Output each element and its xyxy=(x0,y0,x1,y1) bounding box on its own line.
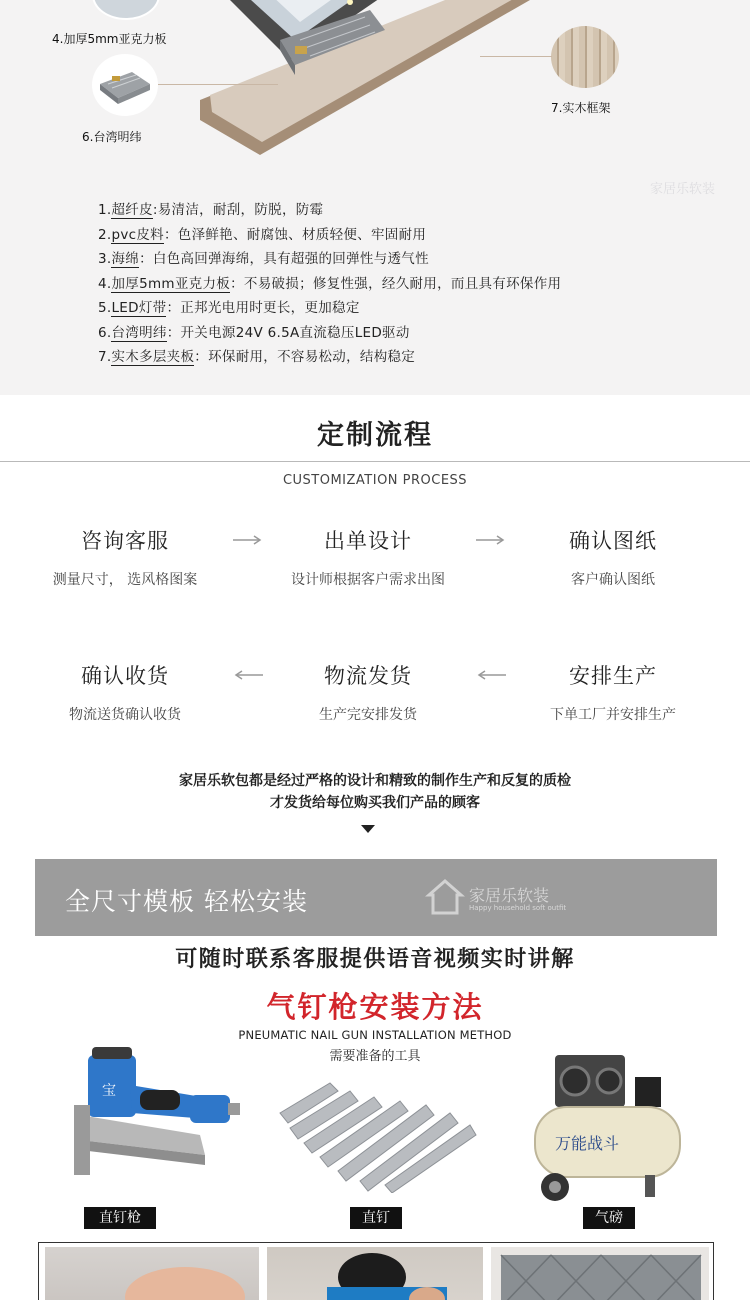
tool-label-nail-gun: 直钉枪 xyxy=(84,1207,156,1229)
step-title: 安排生产 xyxy=(569,664,657,688)
photo-hand-on-wall xyxy=(45,1247,259,1300)
title-divider xyxy=(0,461,750,462)
material-feature-list xyxy=(98,198,561,370)
brand-logo-subtext: Happy household soft outfit xyxy=(469,904,567,912)
step-consult xyxy=(15,525,235,589)
step-desc: 生产完安排发货 xyxy=(319,707,417,723)
process-section xyxy=(0,395,750,855)
frame-leader-line xyxy=(480,56,552,57)
feature-item: 7.实木多层夹板：环保耐用，不容易松动，结构稳定 xyxy=(98,349,416,365)
power-driver-thumbnail xyxy=(92,54,158,116)
step-arrange-production xyxy=(503,660,723,724)
step-confirm-drawing xyxy=(503,525,723,589)
feature-keyword: LED灯带 xyxy=(111,300,167,316)
step-desc: 下单工厂并安排生产 xyxy=(550,707,676,723)
feature-keyword: 台湾明纬 xyxy=(111,324,167,341)
install-banner xyxy=(35,859,717,936)
process-title: 定制流程 xyxy=(317,420,433,451)
feature-item: 4.加厚5mm亚克力板：不易破损；修复性强，经久耐用，而且具有环保作用 xyxy=(98,275,562,292)
step-desc: 设计师根据客户需求出图 xyxy=(291,572,445,588)
driver-leader-line xyxy=(158,84,278,85)
banner-title: 全尺寸模板 轻松安装 xyxy=(65,887,308,916)
step-desc: 客户确认图纸 xyxy=(571,572,655,588)
driver-callout: 6.台湾明纬 xyxy=(82,130,142,144)
watermark-logo: 家居乐软装 xyxy=(650,182,716,197)
method-title: 气钉枪安装方法 xyxy=(266,990,484,1024)
nail-gun-image xyxy=(70,1045,255,1220)
arrow-left-icon xyxy=(476,670,506,680)
feature-keyword: 实木多层夹板 xyxy=(111,349,195,365)
installation-section xyxy=(0,855,750,1300)
tool-label-compressor: 气磅 xyxy=(583,1207,635,1229)
brand-logo-text: 家居乐软装 xyxy=(469,886,550,905)
feature-keyword: 海绵 xyxy=(111,251,140,267)
materials-section xyxy=(0,0,750,395)
photo-finished-headboard xyxy=(491,1247,709,1300)
feature-item: 6.台湾明纬：开关电源24V 6.5A直流稳压LED驱动 xyxy=(98,324,410,341)
feature-item: 1.超纤皮:易清洁，耐刮，防脱，防霉 xyxy=(98,202,324,218)
step-desc: 物流送货确认收货 xyxy=(69,707,181,723)
nails-image xyxy=(270,1073,480,1193)
feature-item: 2.pvc皮料：色泽鲜艳、耐腐蚀、材质轻便、牢固耐用 xyxy=(98,226,427,243)
photo-worker-installing xyxy=(267,1247,483,1300)
quality-statement xyxy=(0,770,750,814)
service-notice: 可随时联系客服提供语音视频实时讲解 xyxy=(175,947,575,972)
brand-logo xyxy=(425,877,575,921)
quality-line: 才发货给每位购买我们产品的顾客 xyxy=(270,795,480,811)
arrow-left-icon xyxy=(233,670,263,680)
panel-layers-illustration xyxy=(200,0,560,160)
feature-keyword: pvc皮料 xyxy=(111,226,164,243)
down-triangle-icon xyxy=(361,825,375,833)
feature-keyword: 加厚5mm亚克力板 xyxy=(111,275,231,292)
step-design xyxy=(258,525,478,589)
method-subtitle: PNEUMATIC NAIL GUN INSTALLATION METHOD xyxy=(238,1028,512,1042)
feature-item: 5.LED灯带：正邦光电用时更长，更加稳定 xyxy=(98,300,360,316)
arrow-right-icon xyxy=(476,535,506,545)
step-desc: 测量尺寸， 选风格图案 xyxy=(52,572,198,588)
step-title: 确认收货 xyxy=(81,664,169,688)
quality-line: 家居乐软包都是经过严格的设计和精致的制作生产和反复的质检 xyxy=(179,773,571,789)
installation-photo-strip xyxy=(38,1242,714,1300)
process-subtitle: CUSTOMIZATION PROCESS xyxy=(282,473,468,488)
air-compressor-image xyxy=(525,1047,690,1207)
tool-label-nails: 直钉 xyxy=(350,1207,402,1229)
compressor-brand-text: 万能战斗 xyxy=(555,1134,620,1153)
feature-keyword: 超纤皮 xyxy=(111,202,153,218)
step-title: 出单设计 xyxy=(324,529,412,553)
step-title: 咨询客服 xyxy=(81,529,169,553)
wood-frame-thumbnail xyxy=(551,26,619,88)
step-confirm-receipt xyxy=(15,660,235,724)
step-title: 物流发货 xyxy=(324,664,412,688)
acrylic-callout: 4.加厚5mm亚克力板 xyxy=(52,32,167,46)
step-title: 确认图纸 xyxy=(569,529,657,553)
frame-callout: 7.实木框架 xyxy=(551,101,611,115)
acrylic-board-thumbnail xyxy=(92,0,160,20)
step-logistics xyxy=(258,660,478,724)
feature-item: 3.海绵：白色高回弹海绵，具有超强的回弹性与透气性 xyxy=(98,251,429,267)
tools-needed-label: 需要准备的工具 xyxy=(329,1049,421,1064)
svg-text:宝: 宝 xyxy=(102,1083,116,1099)
